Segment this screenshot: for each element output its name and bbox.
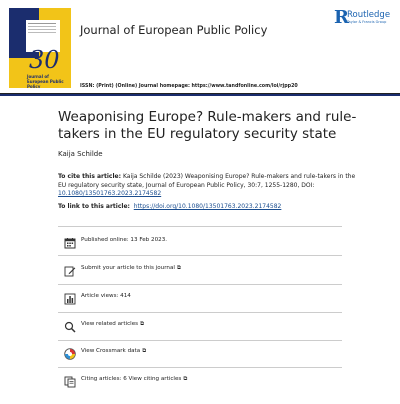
publisher-sub: Taylor & Francis Group: [347, 20, 387, 24]
divider: [58, 284, 342, 285]
submit-article-link[interactable]: [81, 265, 181, 272]
divider: [58, 226, 342, 227]
header-rule-accent: [0, 94, 400, 96]
citing-articles-link[interactable]: [81, 376, 187, 383]
calendar-icon: [64, 234, 76, 246]
publisher-name: Routledge: [347, 10, 391, 20]
citing-articles-label: Citing articles: 6 View citing articles: [81, 376, 182, 382]
related-articles-link[interactable]: [81, 321, 144, 328]
citation-doi-link[interactable]: 10.1080/13501763.2023.2174582: [58, 190, 162, 198]
divider: [58, 340, 342, 341]
article-title: Weaponising Europe? Rule-makers and rule-takers in the EU regulatory security state: [58, 109, 357, 142]
citation-text: Kaija Schilde (2023) Weaponising Europe? Rule-makers and rule-takers in the EU regulatory security state, Journal of European Public Policy, 30:7, 1255-1280, DOI:: [58, 173, 356, 189]
document-header: [0, 0, 400, 95]
crossmark-link[interactable]: [81, 348, 146, 355]
divider: [58, 367, 342, 368]
submit-article-label: Submit your article to this journal: [81, 265, 175, 271]
journal-title: Journal of European Public Policy: [80, 23, 268, 37]
submit-article-item[interactable]: [64, 262, 344, 276]
cover-fine-print: [28, 23, 56, 33]
published-online-item: [64, 234, 344, 248]
external-link-icon: ⧉: [183, 376, 188, 382]
external-link-icon: ⧉: [140, 321, 145, 327]
published-online-text: Published online: 13 Feb 2023.: [81, 237, 168, 243]
related-articles-item[interactable]: [64, 318, 344, 332]
divider: [58, 312, 342, 313]
citing-articles-item[interactable]: [64, 373, 344, 387]
divider: [58, 255, 342, 256]
cover-title: [27, 74, 71, 88]
crossmark-label: View Crossmark data: [81, 348, 141, 354]
citation-label: To cite this article:: [58, 173, 122, 180]
search-icon: [64, 318, 76, 330]
routledge-r-icon: R: [334, 7, 349, 28]
edit-icon: [64, 262, 76, 274]
homepage-link[interactable]: https://www.tandfonline.com/loi/rjpp20: [191, 84, 298, 89]
external-link-icon: ⧉: [176, 265, 181, 271]
article-author: Kaija Schilde: [58, 150, 103, 158]
issn-label: ISSN: (Print) (Online) Journal homepage:: [80, 84, 190, 89]
citation-icon: [64, 373, 76, 385]
article-views-item: [64, 290, 344, 304]
related-articles-label: View related articles: [81, 321, 139, 327]
article-doi-url[interactable]: https://doi.org/10.1080/13501763.2023.2174582: [133, 203, 282, 210]
cover-title-line1: Journal of: [27, 74, 49, 79]
cover-volume-number: 30: [29, 46, 60, 74]
article-views-text: Article views: 414: [81, 293, 131, 299]
external-link-icon: ⧉: [142, 348, 147, 354]
crossmark-item[interactable]: [64, 345, 344, 359]
issn-line: [80, 84, 298, 89]
citation-block: [58, 173, 358, 199]
article-link-line: [58, 203, 281, 210]
crossmark-icon: [64, 345, 76, 357]
cover-title-line2: European Public Policy: [27, 79, 64, 88]
publisher-logo[interactable]: [334, 8, 392, 30]
article-link-label: To link to this article:: [58, 203, 130, 210]
journal-cover[interactable]: [9, 8, 71, 88]
bar-chart-icon: [64, 290, 76, 302]
